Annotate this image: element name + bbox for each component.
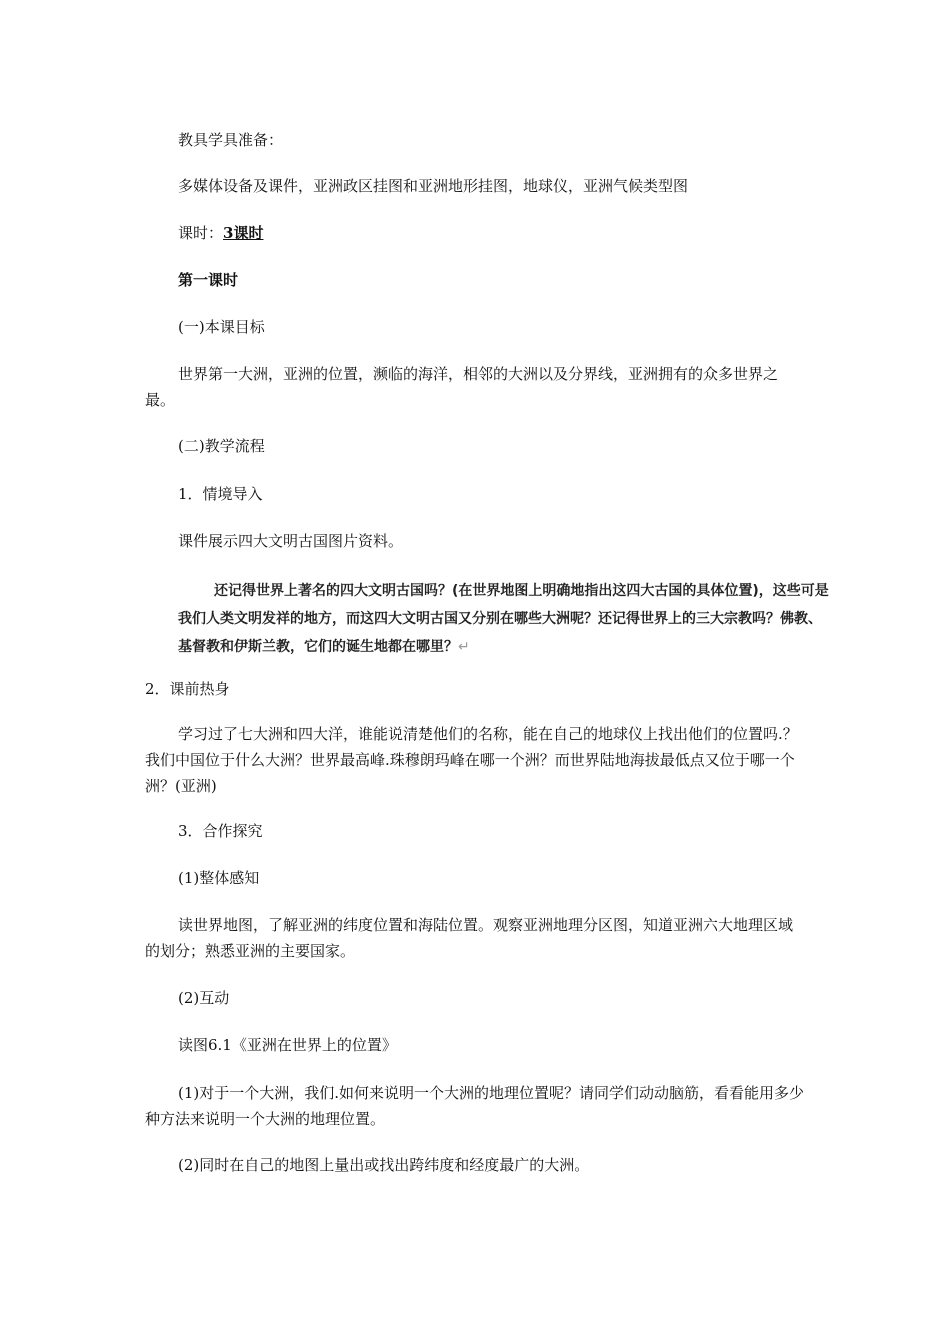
question-2: (2)同时在自己的地图上量出或找出跨纬度和经度最广的大洲。 (178, 1156, 590, 1174)
step1-heading: 1．情境导入 (178, 485, 263, 503)
read-figure-line: 读图6.1《亚洲在世界上的位置》 (178, 1036, 397, 1054)
step2-text: 学习过了七大洲和四大洋，谁能说清楚他们的名称，能在自己的地球仪上找出他们的位置吗.？我们中国位于什么大洲？世界最高峰.珠穆朗玛峰在哪一个洲？而世界陆地海拔最低点又位于哪一个洲？(亚洲) (145, 725, 798, 795)
tools-list: 多媒体设备及课件，亚洲政区挂图和亚洲地形挂图，地球仪，亚洲气候类型图 (178, 177, 689, 195)
question-1: (1)对于一个大洲，我们.如何来说明一个大洲的地理位置呢？请同学们动动脑筋，看看能用多少种方法来说明一个大洲的地理位置。 (145, 1084, 805, 1128)
embedded-text-image (144, 577, 829, 661)
goal-heading: (一)本课目标 (178, 318, 265, 336)
return-mark-icon: ↵ (458, 639, 470, 655)
step3-heading: 3．合作探究 (178, 822, 263, 840)
image-text-line-1: 还记得世界上著名的四大文明古国吗？(在世界地图上明确地指出这四大古国的具体位置)，这些可是 (214, 583, 829, 599)
goal-text: 世界第一大洲，亚洲的位置，濒临的海洋，相邻的大洲以及分界线，亚洲拥有的众多世界之最。 (145, 365, 779, 409)
flow-heading: (二)教学流程 (178, 437, 265, 455)
hours-line (178, 220, 263, 246)
image-text-line-3: 基督教和伊斯兰教，它们的诞生地都在哪里？↵ (178, 639, 470, 655)
hours-value: 3课时 (223, 224, 264, 242)
hours-label: 课时： (178, 224, 224, 242)
image-text-line-2: 我们人类文明发祥的地方，而这四大文明古国又分别在哪些大洲呢？还记得世界上的三大宗教吗？佛教、 (178, 611, 822, 627)
step1-text: 课件展示四大文明古国图片资料。 (178, 532, 404, 550)
step2-heading: 2．课前热身 (145, 680, 230, 698)
sub1-text: 读世界地图，了解亚洲的纬度位置和海陆位置。观察亚洲地理分区图，知道亚洲六大地理区域的划分；熟悉亚洲的主要国家。 (145, 916, 794, 960)
sub2-heading: (2)互动 (178, 989, 230, 1007)
tools-heading: 教具学具准备： (178, 131, 284, 149)
sub1-heading: (1)整体感知 (178, 869, 260, 887)
lesson1-heading: 第一课时 (178, 271, 239, 289)
